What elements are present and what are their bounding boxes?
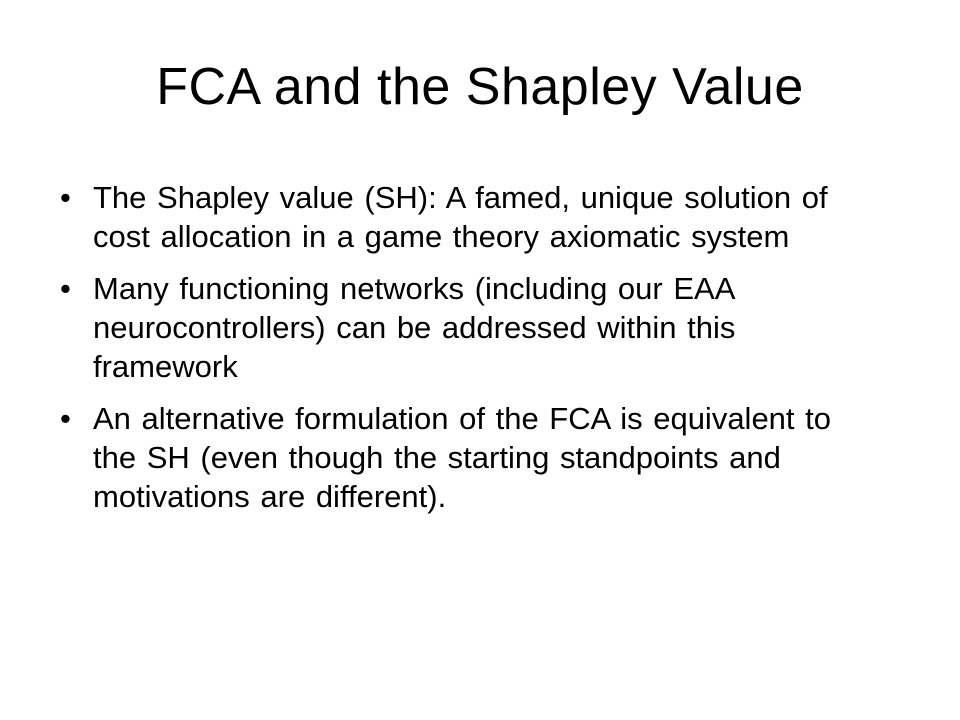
bullet-item-fca-formulation	[60, 399, 880, 516]
bullet-marker: •	[60, 180, 71, 215]
bullet-text: The Shapley value (SH): A famed, unique solution of cost allocation in a game theory axiomatic system	[93, 180, 828, 254]
bullet-marker: •	[60, 271, 71, 306]
bullet-item-shapley-value	[60, 178, 880, 256]
slide-title: FCA and the Shapley Value	[156, 58, 804, 116]
bullet-list	[60, 178, 880, 529]
bullet-item-networks	[60, 269, 880, 386]
bullet-marker: •	[60, 401, 71, 436]
bullet-text: An alternative formulation of the FCA is equivalent to the SH (even though the starting standpoints and motivations are different).	[93, 401, 832, 514]
bullet-text: Many functioning networks (including our EAA neurocontrollers) can be addressed within this framework	[93, 271, 736, 384]
